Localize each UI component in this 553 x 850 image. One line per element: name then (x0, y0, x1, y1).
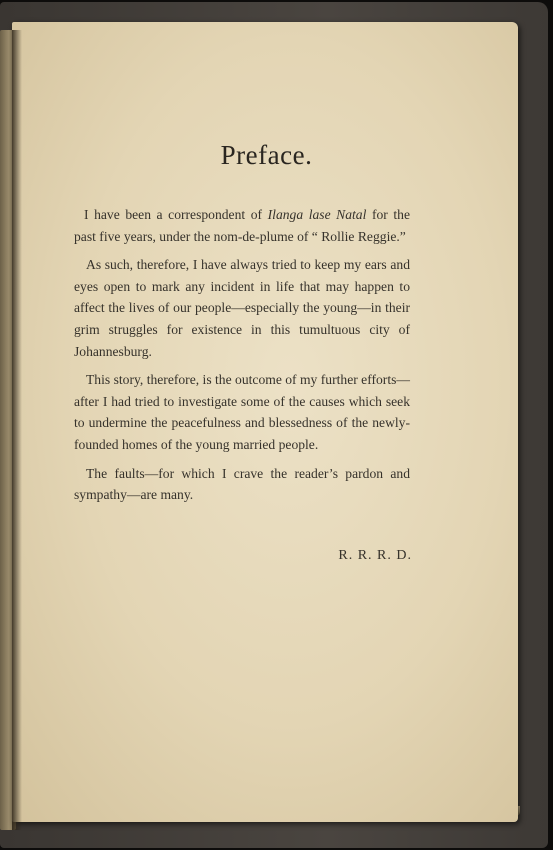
signature-initials: R. R. R. D. (338, 548, 412, 563)
paragraph-2: As such, therefore, I have always tried to keep my ears and eyes open to mark any incident in life that may happen to affect the lives of our people—especially the young—in their grim struggles for existence in this tumultuous city of Johannesburg. (74, 257, 410, 359)
newspaper-name: Ilanga lase Natal (267, 207, 367, 222)
paragraph-1-end: for the past five years, under the nom-de-plume of “ Rollie Reggie.” (74, 207, 410, 244)
paragraph-1 (74, 204, 410, 247)
preface-body (74, 204, 410, 513)
paragraph-1-start: I have been a correspondent of (84, 207, 268, 222)
paragraph-3: This story, therefore, is the outcome of my further efforts—after I had tried to investigate some of the causes which seek to undermine the peacefulness and blessedness of the newly-founded homes of the young married people. (74, 372, 410, 452)
paragraph-4: The faults—for which I crave the reader’s pardon and sympathy—are many. (74, 465, 410, 503)
page-title: Preface. (220, 140, 313, 170)
